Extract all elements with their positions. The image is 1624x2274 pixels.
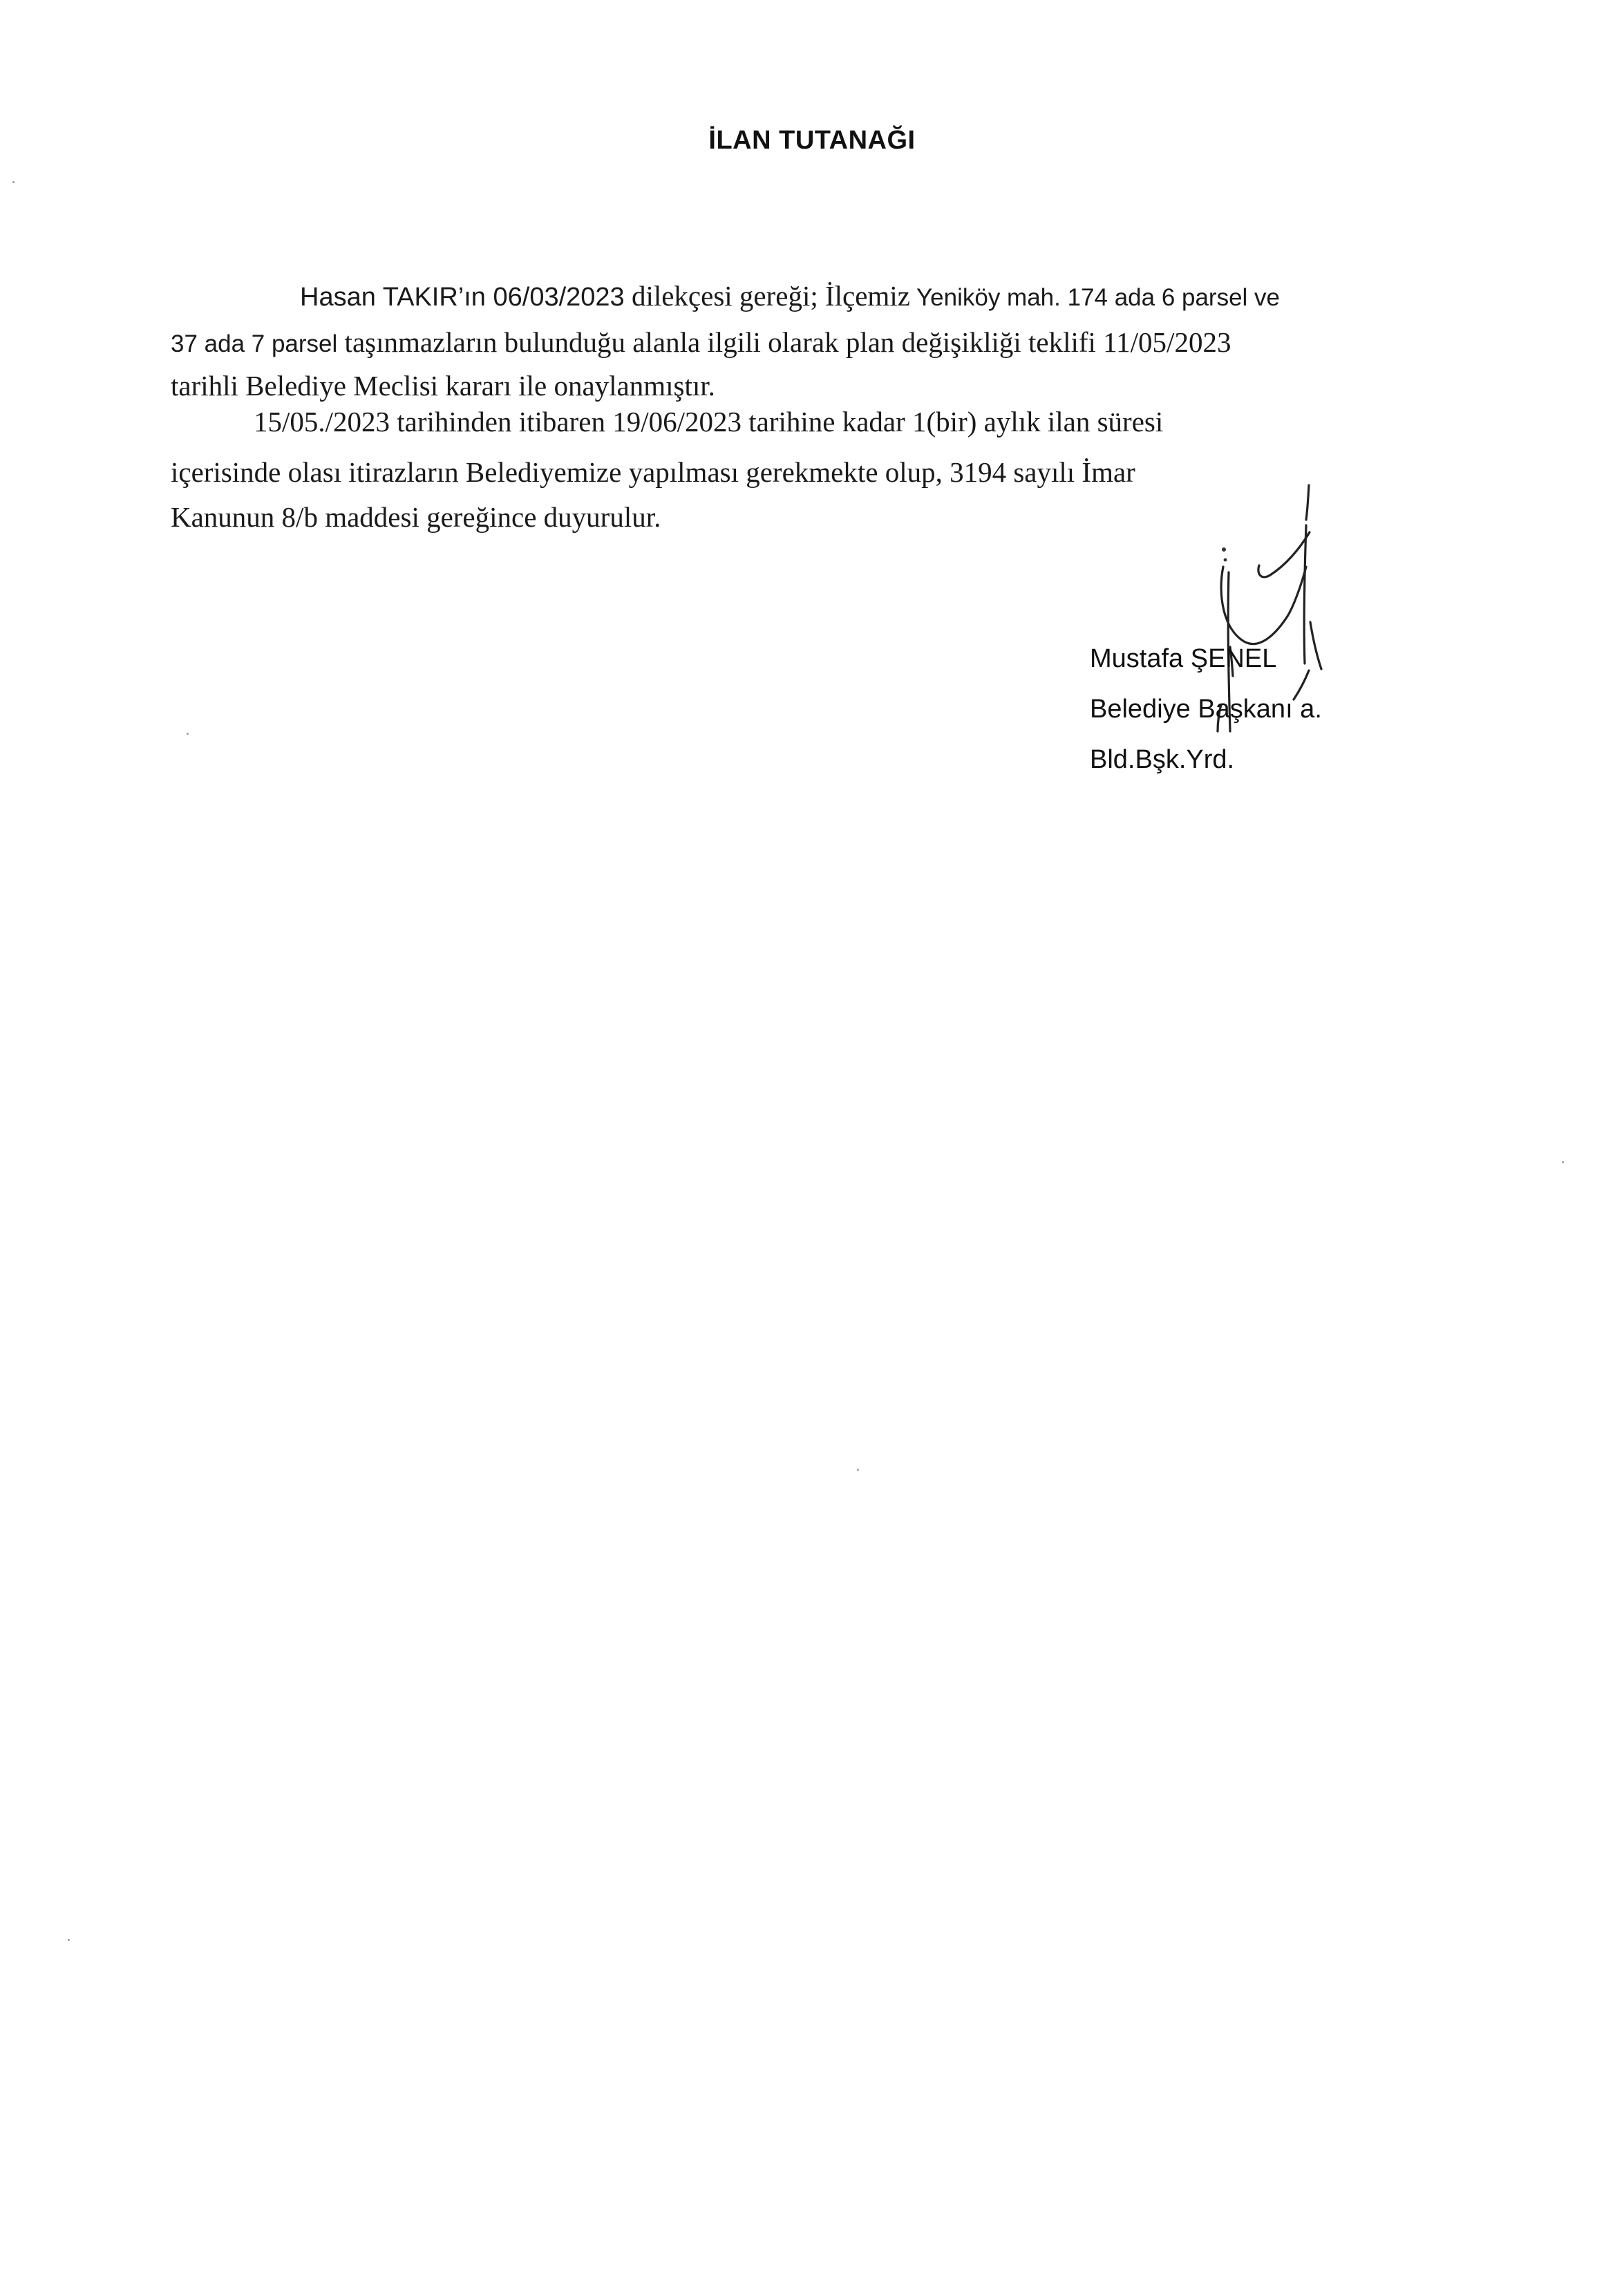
p2-line1: 15/05./2023 tarihinden itibaren 19/06/2023 tarihine kadar 1(bir) aylık ilan süresi <box>254 406 1164 438</box>
document-title: İLAN TUTANAĞI <box>708 126 916 155</box>
signer-position: Belediye Başkanı a. <box>1090 695 1322 724</box>
scan-speck <box>68 1939 70 1941</box>
p2-line3: Kanunun 8/b maddesi gereğince duyurulur. <box>171 501 661 533</box>
scan-speck <box>1562 1161 1564 1163</box>
p2-line2: içerisinde olası itirazların Belediyemize yapılması gerekmekte olup, 3194 sayılı İmar <box>171 456 1135 488</box>
scan-speck <box>12 181 15 183</box>
signer-name: Mustafa ŞENEL <box>1090 644 1277 673</box>
scan-speck <box>187 733 189 735</box>
p1-line2-part-b: taşınmazların bulunduğu alanla ilgili olarak plan değişikliği teklifi 11/05/2023 <box>337 326 1231 358</box>
p1-line3: tarihli Belediye Meclisi kararı ile onaylanmıştır. <box>171 370 715 402</box>
p1-line1-part-a: Hasan TAKIR’ın 06/03/2023 <box>300 283 625 312</box>
paragraph-1 <box>171 276 1470 415</box>
p1-line1-part-c: Yeniköy mah. 174 ada 6 parsel ve <box>909 284 1281 311</box>
p1-line1-part-b: dilekçesi gereği; İlçemiz <box>624 280 910 312</box>
signer-deputy: Bld.Bşk.Yrd. <box>1090 745 1235 774</box>
p1-line2-part-a: 37 ada 7 parsel <box>171 330 338 357</box>
scan-speck <box>857 1469 859 1471</box>
